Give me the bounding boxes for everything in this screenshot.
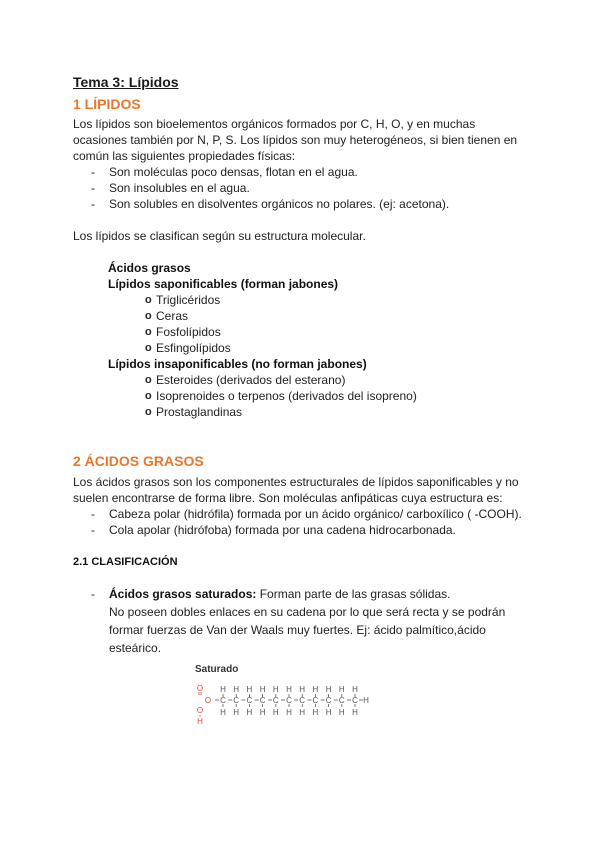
atom-hydrogen: H	[259, 708, 266, 717]
atom-hydrogen: H	[246, 685, 253, 694]
atom-hydrogen: H	[312, 685, 319, 694]
saturated-fatty-acid-figure	[190, 660, 369, 730]
atom-hydrogen: H	[233, 708, 240, 717]
insaponifiable-item-3: Prostaglandinas	[156, 405, 243, 419]
saturated-intro	[109, 586, 450, 602]
atom-hydrogen: H	[220, 708, 226, 717]
atom-hydrogen: H	[363, 696, 369, 705]
bullet-marker: o	[145, 294, 152, 306]
atom-oxygen: O	[204, 696, 212, 705]
saponifiable-item-4: Esfingolípidos	[156, 341, 231, 355]
s2-intro-line-2: suelen encontrarse de forma libre. Son moléculas anfipáticas cuya estructura es:	[73, 491, 503, 505]
section-1-heading: 1 LÍPIDOS	[73, 96, 141, 112]
insaponifiable-item-1: Esteroides (derivados del esterano)	[156, 373, 346, 387]
dash-marker: -	[91, 587, 95, 601]
atom-carbon: C	[325, 696, 332, 705]
dash-marker: -	[91, 165, 95, 179]
dash-marker: -	[91, 523, 95, 537]
atom-hydrogen: H	[233, 685, 240, 694]
s1-intro-line-3: común las siguientes propiedades físicas:	[73, 149, 296, 163]
atom-hydrogen: H	[197, 717, 203, 726]
atom-hydrogen: H	[338, 685, 345, 694]
atom-carbon: C	[312, 696, 319, 705]
section-2-heading: 2 ÁCIDOS GRASOS	[73, 453, 204, 469]
s1-bullet-2: Son insolubles en el agua.	[109, 181, 250, 195]
bullet-marker: o	[145, 326, 152, 338]
atom-carbon: C	[338, 696, 345, 705]
atom-hydrogen: H	[286, 685, 292, 694]
atom-oxygen: O	[196, 684, 204, 693]
saturated-label: Ácidos grasos saturados:	[109, 587, 257, 601]
atom-carbon: C	[286, 696, 292, 705]
dash-marker: -	[91, 181, 95, 195]
bullet-marker: o	[145, 390, 152, 402]
insaponifiable-item-2: Isoprenoides o terpenos (derivados del isopreno)	[156, 389, 417, 403]
atom-hydrogen: H	[246, 708, 253, 717]
atom-hydrogen: H	[272, 685, 279, 694]
atom-hydrogen: H	[299, 708, 306, 717]
atom-carbon: C	[233, 696, 240, 705]
atom-hydrogen: H	[325, 708, 332, 717]
document-title: Tema 3: Lípidos	[73, 74, 179, 90]
subsection-heading: 2.1 CLASIFICACIÓN	[73, 556, 178, 568]
dash-marker: -	[91, 197, 95, 211]
atom-carbon: C	[272, 696, 279, 705]
s1-intro-line-1: Los lípidos son bioelementos orgánicos formados por C, H, O, y en muchas	[73, 117, 476, 131]
s2-bullet-1: Cabeza polar (hidrófila) formada por un ácido orgánico/ carboxílico ( -COOH).	[109, 507, 522, 521]
saponifiable-item-3: Fosfolípidos	[156, 325, 221, 339]
atom-carbon: C	[246, 696, 253, 705]
s2-bullet-2: Cola apolar (hidrófoba) formada por una cadena hidrocarbonada.	[109, 523, 456, 537]
atom-hydrogen: H	[352, 708, 358, 717]
atom-hydrogen: H	[220, 685, 226, 694]
category-fatty-acids: Ácidos grasos	[108, 261, 191, 275]
category-insaponifiable: Lípidos insaponificables (no forman jabones)	[108, 357, 367, 371]
atom-carbon: C	[352, 696, 358, 705]
atom-hydrogen: H	[299, 685, 306, 694]
dash-marker: -	[91, 507, 95, 521]
saponifiable-item-2: Ceras	[156, 309, 189, 323]
bullet-marker: o	[145, 342, 152, 354]
atom-hydrogen: H	[286, 708, 292, 717]
s1-bullet-3: Son solubles en disolventes orgánicos no polares. (ej: acetona).	[109, 197, 450, 211]
atom-carbon: C	[259, 696, 266, 705]
atom-carbon: C	[220, 696, 226, 705]
saturated-line-3: esteárico.	[109, 641, 162, 655]
saturated-line-1: No poseen dobles enlaces en su cadena por lo que será recta y se podrán	[109, 605, 506, 619]
bullet-marker: o	[145, 310, 152, 322]
s1-intro-line-2: ocasiones también por N, P, S. Los lípidos son muy heterogéneos, si bien tienen en	[73, 133, 518, 147]
saponifiable-item-1: Triglicéridos	[156, 293, 221, 307]
saturated-line-2: formar fuerzas de Van der Waals muy fuertes. Ej: ácido palmítico,ácido	[109, 623, 486, 637]
figure-label: Saturado	[195, 664, 239, 675]
atom-carbon: C	[299, 696, 306, 705]
s1-classify-text: Los lípidos se clasifican según su estructura molecular.	[73, 229, 366, 243]
atom-hydrogen: H	[325, 685, 332, 694]
molecule-structure	[197, 684, 369, 726]
atom-hydrogen: H	[338, 708, 345, 717]
atom-oxygen: O	[196, 706, 204, 715]
s2-intro-line-1: Los ácidos grasos son los componentes estructurales de lípidos saponificables y no	[73, 475, 519, 489]
atom-hydrogen: H	[259, 685, 266, 694]
atom-hydrogen: H	[352, 685, 358, 694]
bullet-marker: o	[145, 374, 152, 386]
saturated-text: Forman parte de las grasas sólidas.	[256, 587, 451, 601]
category-saponifiable: Lípidos saponificables (forman jabones)	[108, 277, 339, 291]
atom-hydrogen: H	[312, 708, 319, 717]
bullet-marker: o	[145, 406, 152, 418]
atom-hydrogen: H	[272, 708, 279, 717]
s1-bullet-1: Son moléculas poco densas, flotan en el agua.	[109, 165, 358, 179]
